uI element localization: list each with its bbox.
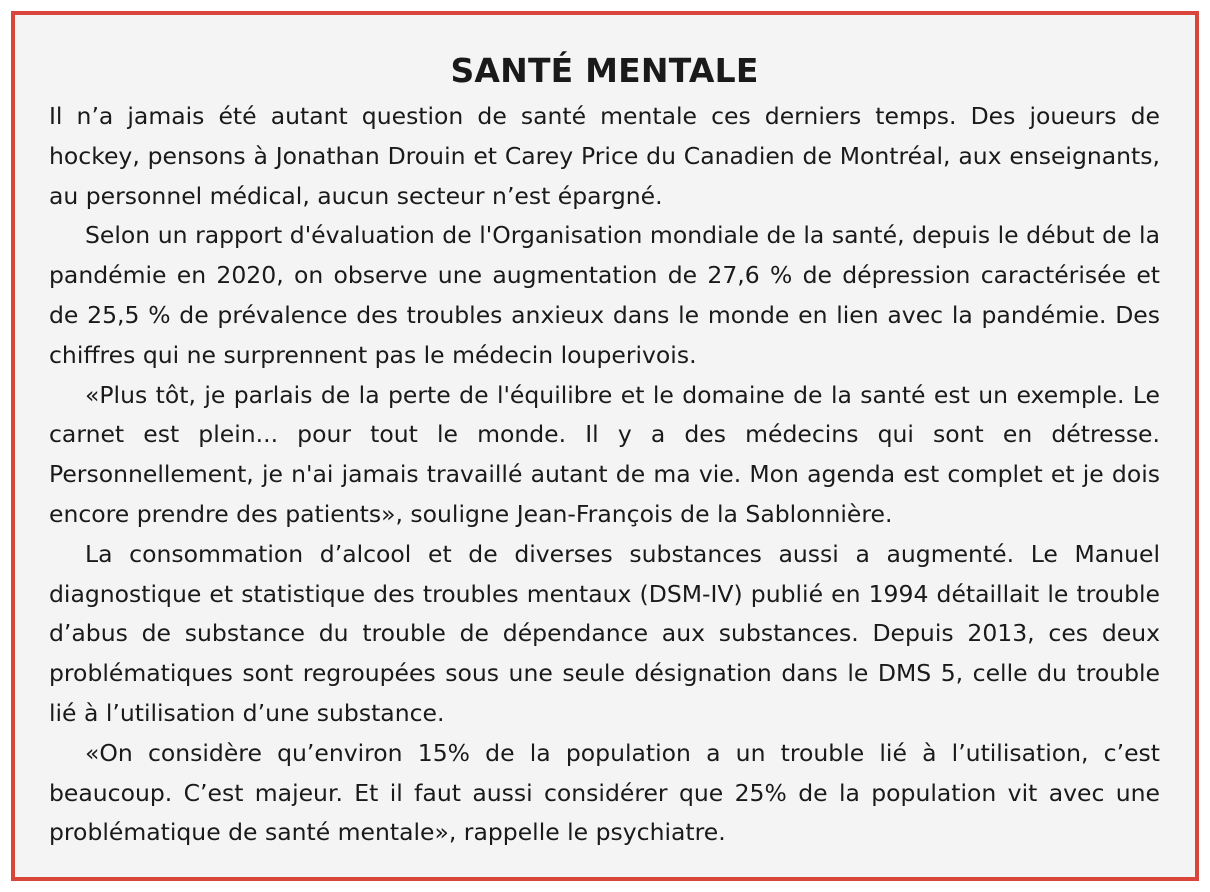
article-paragraph-2: Selon un rapport d'évaluation de l'Organisation mondiale de la santé, depuis le début de la pandémie en 2020, on observe une augmentation de 27,6 % de dépression caractérisée et de 25,5 % de prévalence des troubles anxieux dans le monde en lien avec la pandémie. Des chiffres qui ne surprennent pas le médecin louperivois. [49, 221, 1160, 369]
article-box [11, 11, 1199, 881]
article-paragraph-1: Il n’a jamais été autant question de santé mentale ces derniers temps. Des joueurs de hockey, pensons à Jonathan Drouin et Carey Price du Canadien de Montréal, aux enseignants, au personnel médical, aucun secteur n’est épargné. [49, 102, 1160, 210]
article-paragraph-4: La consommation d’alcool et de diverses substances aussi a augmenté. Le Manuel diagnostique et statistique des troubles mentaux (DSM-IV) publié en 1994 détaillait le trouble d’abus de substance du trouble de dépendance aux substances. Depuis 2013, ces deux problématiques sont regroupées sous une seule désignation dans le DMS 5, celle du trouble lié à l’utilisation d’une substance. [49, 539, 1160, 727]
article-paragraph-3: «Plus tôt, je parlais de la perte de l'équilibre et le domaine de la santé est un exemple. Le carnet est plein... pour tout le monde. Il y a des médecins qui sont en détresse. Personnellement, je n'ai jamais travaillé autant de ma vie. Mon agenda est complet et je dois encore prendre des patients», souligne Jean-François de la Sablonnière. [49, 380, 1160, 528]
article-paragraph-5: «On considère qu’environ 15% de la population a un trouble lié à l’utilisation, c’est beaucoup. C’est majeur. Et il faut aussi considérer que 25% de la population vit avec une problématique de santé mentale», rappelle le psychiatre. [49, 738, 1160, 847]
article-title: SANTÉ MENTALE [450, 51, 759, 90]
